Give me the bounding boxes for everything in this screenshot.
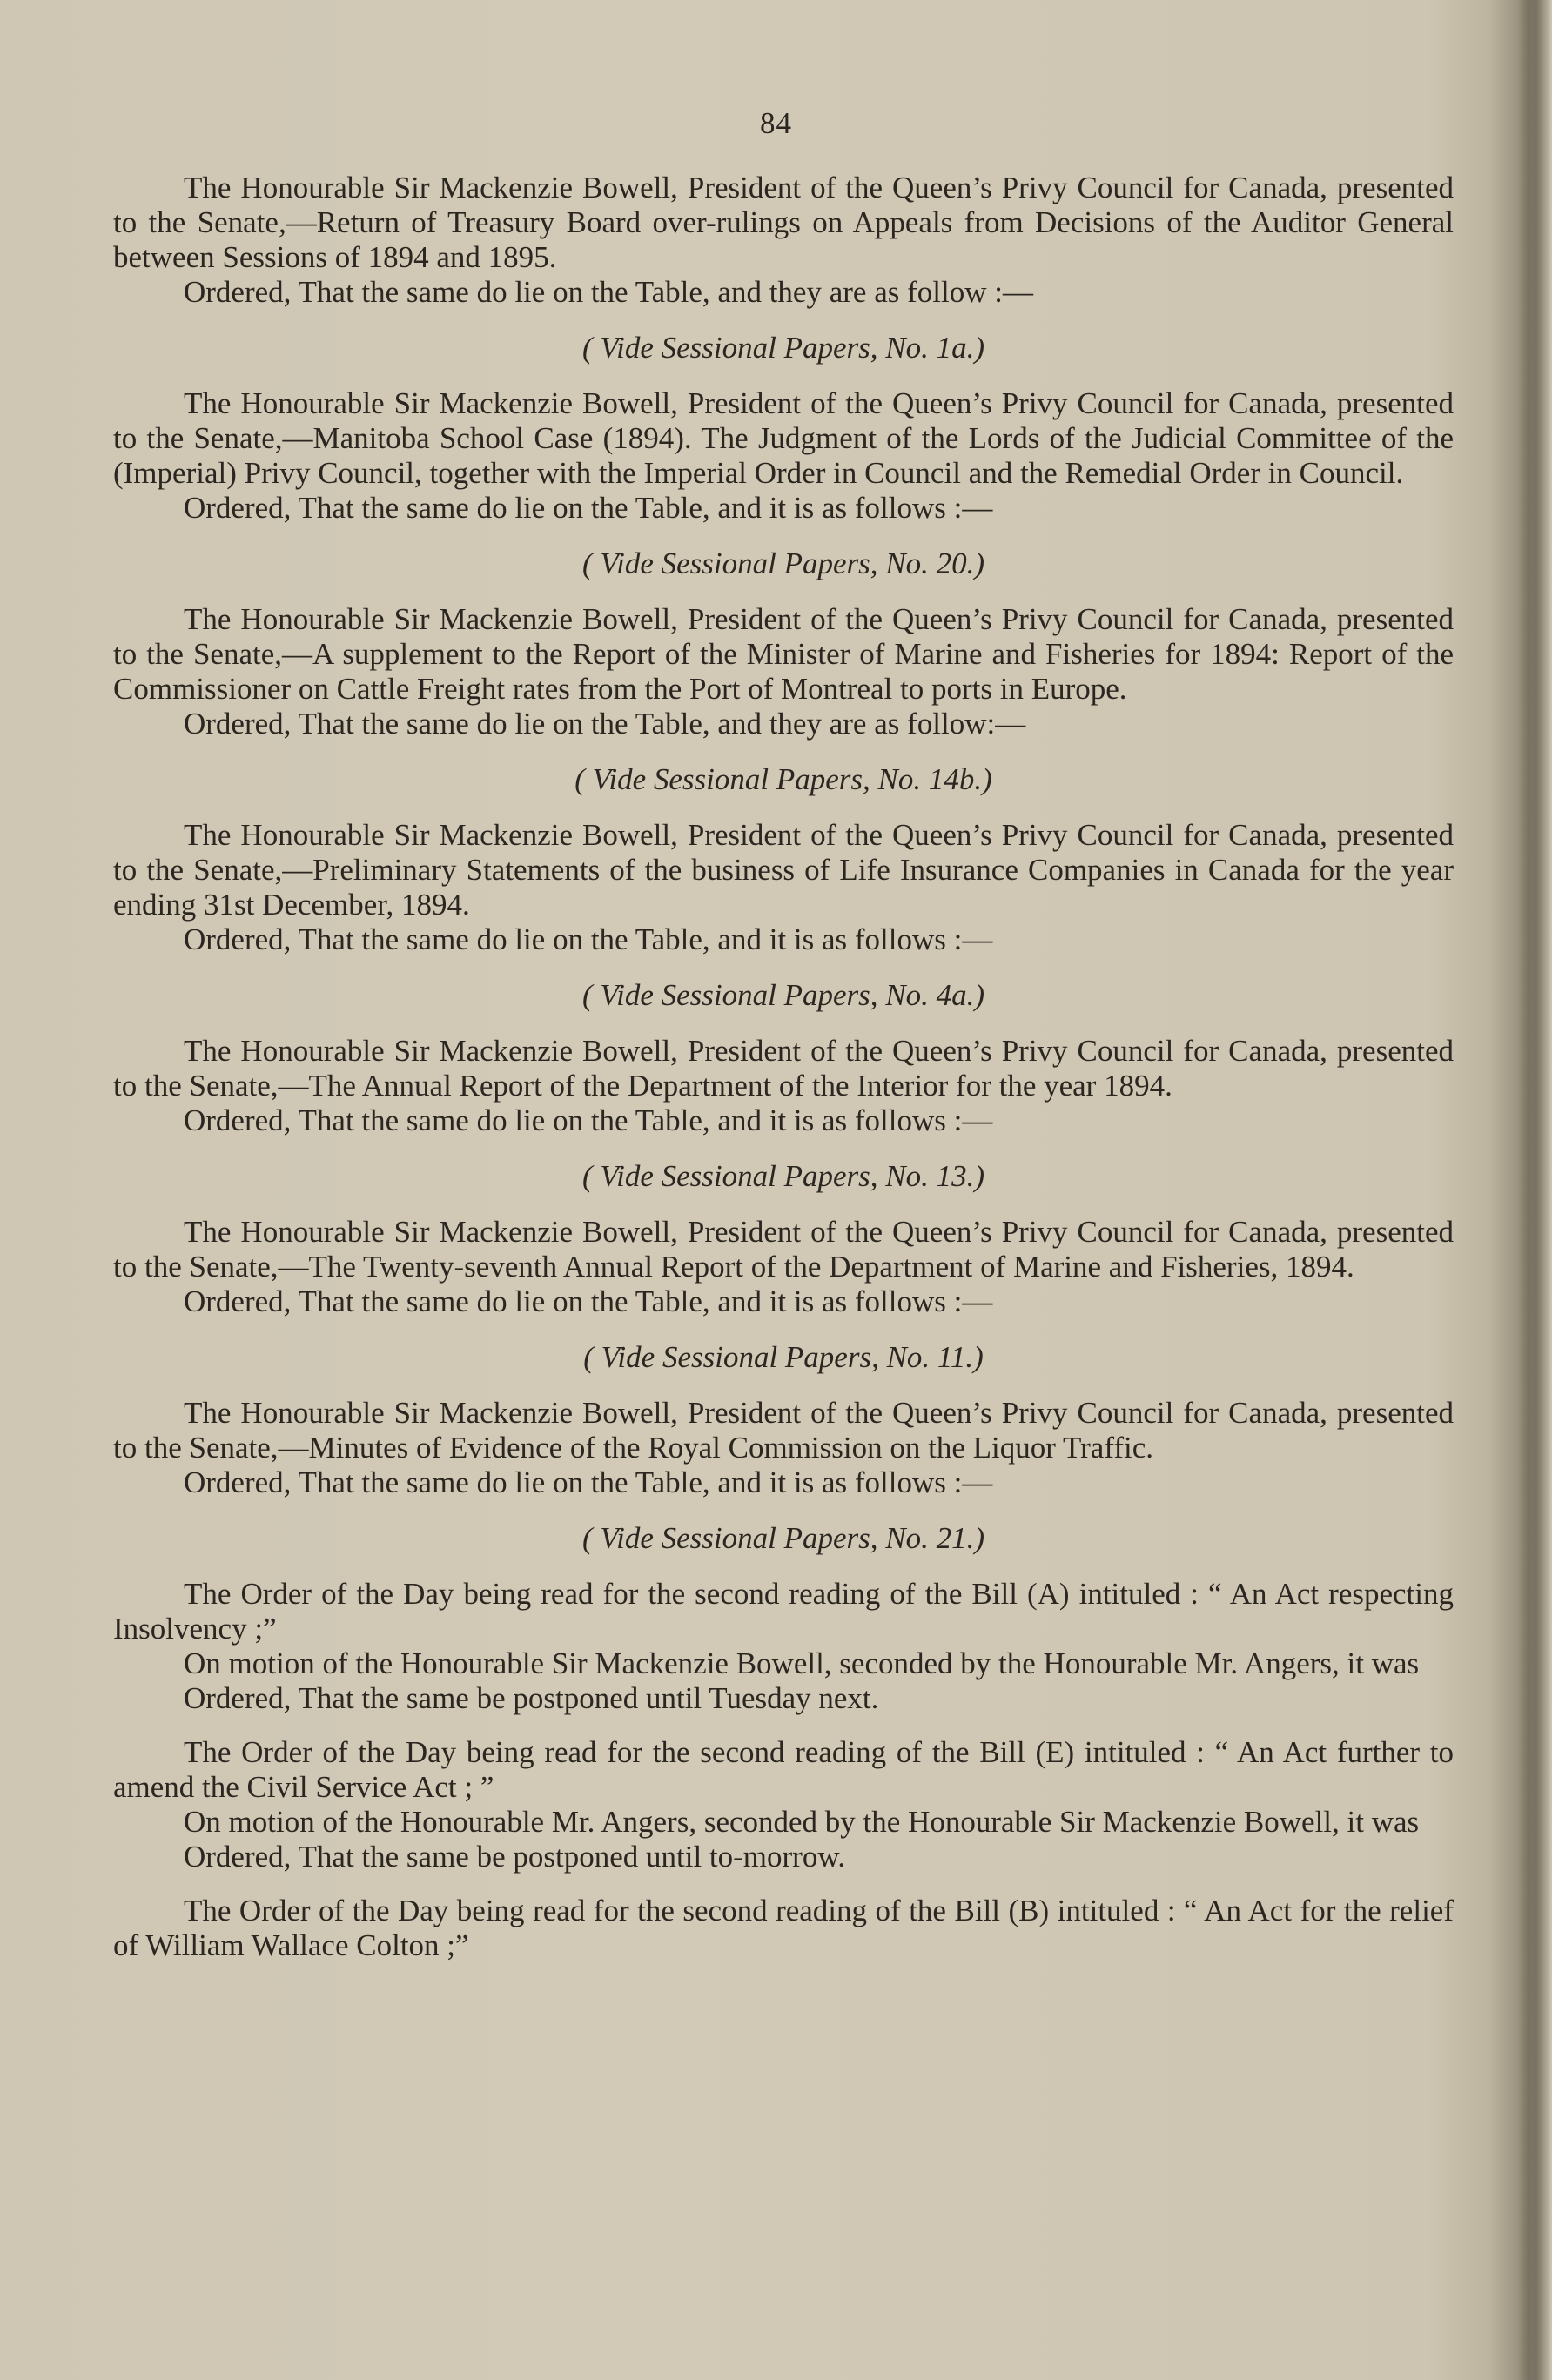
order-of-day-text: The Order of the Day being read for the second reading of the Bill (B) intituled : “ An Act for the relief of William Wallace Colton ;” [113, 1894, 1454, 1962]
entry-vide-reference: ( Vide Sessional Papers, No. 1a.) [581, 331, 985, 365]
entry-ordered: Ordered, That the same do lie on the Table, and it is as follows :— [184, 1103, 993, 1137]
page-number: 84 [760, 106, 792, 140]
order-of-day-text: The Order of the Day being read for the second reading of the Bill (E) intituled : “ An Act further to amend the Civil Service Act ; ” [113, 1735, 1454, 1804]
entry-text: The Honourable Sir Mackenzie Bowell, President of the Queen’s Privy Council for Canada, presented to the Senate,—The Annual Report of the Department of the Interior for the year 1894. [113, 1034, 1454, 1103]
order-of-day-text: The Order of the Day being read for the second reading of the Bill (A) intituled : “ An Act respecting Insolvency ;” [113, 1577, 1454, 1646]
order-of-day-motion: On motion of the Honourable Mr. Angers, seconded by the Honourable Sir Mackenzie Bowell, it was [184, 1805, 1420, 1839]
entry-vide-reference: ( Vide Sessional Papers, No. 11.) [583, 1340, 984, 1374]
order-of-day-ordered: Ordered, That the same be postponed until to-morrow. [184, 1840, 846, 1874]
entry-text: The Honourable Sir Mackenzie Bowell, President of the Queen’s Privy Council for Canada, presented to the Senate,—A supplement to the Report of the Minister of Marine and Fisheries for 1894: Report of the Commissioner on Cattle Freight rates from the Port of Montreal to ports in Europe. [113, 602, 1454, 706]
entry-vide-reference: ( Vide Sessional Papers, No. 21.) [581, 1521, 985, 1555]
entry-ordered: Ordered, That the same do lie on the Table, and it is as follows :— [184, 922, 993, 956]
entry-text: The Honourable Sir Mackenzie Bowell, President of the Queen’s Privy Council for Canada, presented to the Senate,—Preliminary Statements of the business of Life Insurance Companies in Canada for the year ending 31st December, 1894. [113, 818, 1454, 922]
order-of-day-ordered: Ordered, That the same be postponed until Tuesday next. [184, 1681, 879, 1715]
entry-text: The Honourable Sir Mackenzie Bowell, President of the Queen’s Privy Council for Canada, presented to the Senate,—Return of Treasury Board over-rulings on Appeals from Decisions of the Auditor General between Sessions of 1894 and 1895. [113, 171, 1454, 274]
entry-ordered: Ordered, That the same do lie on the Table, and they are as follow :— [184, 275, 1033, 309]
entry-ordered: Ordered, That the same do lie on the Table, and they are as follow:— [184, 707, 1026, 741]
order-of-day-motion: On motion of the Honourable Sir Mackenzie Bowell, seconded by the Honourable Mr. Angers, it was [184, 1646, 1420, 1680]
entry-text: The Honourable Sir Mackenzie Bowell, President of the Queen’s Privy Council for Canada, presented to the Senate,—Minutes of Evidence of the Royal Commission on the Liquor Traffic. [113, 1396, 1454, 1465]
entry-ordered: Ordered, That the same do lie on the Table, and it is as follows :— [184, 1465, 993, 1499]
paragraph-gap [113, 1874, 1454, 1894]
paragraph-gap [113, 1716, 1454, 1735]
entry-text: The Honourable Sir Mackenzie Bowell, President of the Queen’s Privy Council for Canada, presented to the Senate,—Manitoba School Case (1894). The Judgment of the Lords of the Judicial Committee of the (Imperial) Privy Council, together with the Imperial Order in Council and the Remedial Order in Council. [113, 386, 1454, 490]
entry-vide-reference: ( Vide Sessional Papers, No. 20.) [581, 546, 985, 580]
page-body [113, 171, 1454, 1963]
entry-vide-reference: ( Vide Sessional Papers, No. 4a.) [581, 978, 985, 1012]
entry-ordered: Ordered, That the same do lie on the Table, and it is as follows :— [184, 491, 993, 525]
entry-vide-reference: ( Vide Sessional Papers, No. 14b.) [574, 762, 992, 796]
entry-vide-reference: ( Vide Sessional Papers, No. 13.) [581, 1159, 985, 1193]
entry-ordered: Ordered, That the same do lie on the Table, and it is as follows :— [184, 1284, 993, 1318]
entry-text: The Honourable Sir Mackenzie Bowell, President of the Queen’s Privy Council for Canada, presented to the Senate,—The Twenty-seventh Annual Report of the Department of Marine and Fisheries, 1894. [113, 1215, 1454, 1284]
